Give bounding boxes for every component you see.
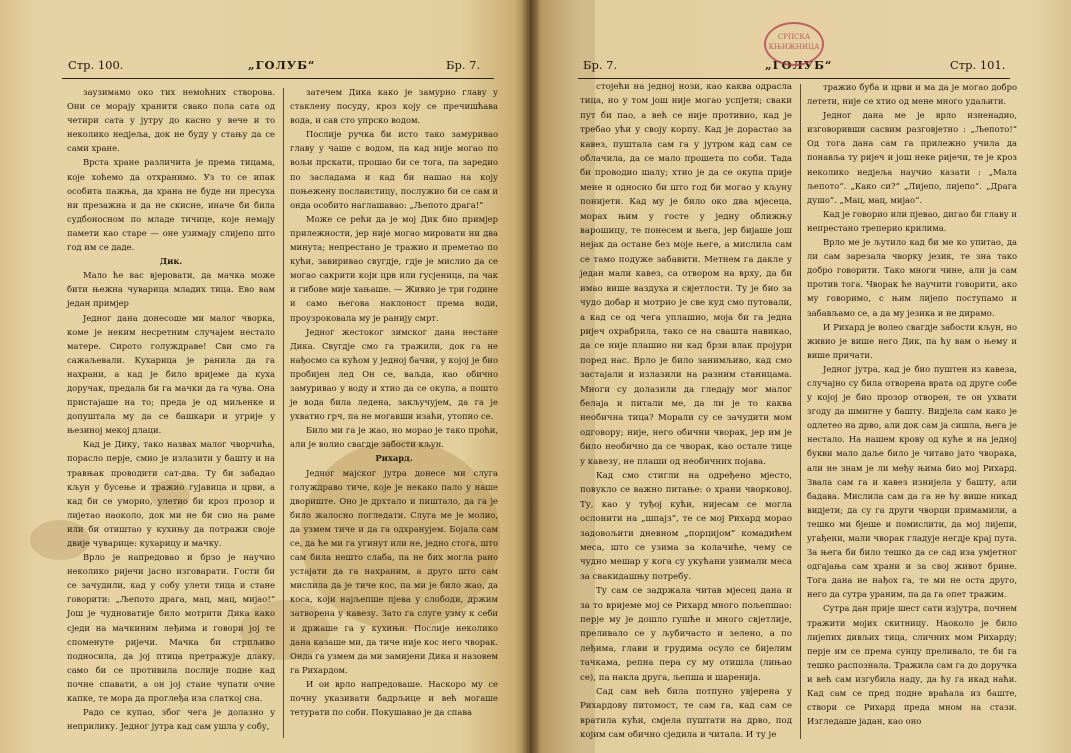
paragraph: Врло ме је љутило кад би ме ко упитао, да ли сам зарезала чворку језик, те зна тако добро говорити. Тако многи чине, али ја сам против тога. Чворак ће научити говорити, ако му говоримо, с њим лијепо поступамо и забављамо се, а да му језика и не дирамо.: [807, 237, 1017, 318]
left-page-number: Стр. 100.: [68, 58, 124, 72]
left-column-1: [67, 85, 275, 733]
paragraph: Једног жестоког зимског дана нестане Дика. Свугдје смо га тражили, док га не нађосмо са кућом у једној бачви, у којој је био пробијен лед Он се, ваљда, као обично замуривао у воду и хтио да се окупа, а пошто је вода била ледена, закључујем, да га је ухватио грч, па не могавши изаћи, утопио се.: [290, 326, 498, 422]
paragraph: И Рихард је волео свагдје забости кљун, но живио је више него Дик, па ћу вам о њему и више причати.: [807, 321, 1017, 360]
stamp-text: СРПСКА КЊИЖНИЦА: [768, 33, 820, 51]
right-issue-number: Бр. 7.: [583, 58, 618, 72]
paragraph: заузимамо око тих немоћних створова. Они се морају хранити свако пола сата од четири сата у јутру до касно у вече и то неколико недјеља, док не буду у стању да се сами хране.: [67, 87, 275, 154]
section-heading: Дик.: [159, 256, 183, 267]
paragraph: Ту сам се задржала читав мјесец дана и за то вријеме мој се Рихард много пољепшао: перје му је дошло гушће и много свјетлије, преливало се у љубичасто и зелено, а по леђима, глави и грудима осуло се бијелим тачкама, репна пера су му отишла (лињао се), па накла друга, љепша и шаренија.: [580, 586, 792, 683]
paragraph: Кад смо стигли на одређено мјесто, повукло се важно питање: о храни чворковој. Ту, као у туђој кући, нијесам се могла ослонити на „шпајз“, те се мој Рихард морао задовољити дневном „порцијом“ комадићем меса, што се узима за колачиће, чему се чудно мешар у кога су укућани узимали меса за свакидашњу потребу.: [580, 470, 792, 582]
header-rule: [578, 78, 1010, 79]
paragraph: Сутра дан прије шест сати изјутра, почнем тражити мојих скитницу. Наоколо је било лијепих дивљих тица, сличних мом Рихарду; перје им се према сунцу преливало, те би га тешко распознала. Тражила сам га до доручка и већ сам изгубила наду, да ћу га икад наћи. Кад сам се пред подне враћала из баште, створи се Рихард преда мном на стази. Изгледаше јадан, као оно: [807, 603, 1017, 727]
paragraph: Врста хране различита је према тицама, које хоћемо да отхранимо. Уз то се ипак особита пажња, да храна не буде ни пресуха ни презажна и да не скисне, иначе би била судбоносном по младе тичице, које немају памети као старе — оне узимају слијепо што год им се даде.: [67, 157, 275, 253]
paragraph: Једног јутра, кад је био пуштен из кавеза, случајно су била отворена врата од друге собе у којој је био прозор отворен, те он ухвати згоду да шмигне у башту. Видјела сам како је одлетео на дрво, али док сам ја сишла, њега је нестало. На нашем крову од куће и на једној букви мало даље било је читаво јато чворака, али не знам је ли међу њима био мој Рихард. Звала сам га и кавез изнијела у башту, али бадава. Мислила сам да га не ћу више никад видјети; да су га други чворци примамили, а тешко ми бјеше и помислити, да мој лијепи, угађени, мали чворак гладује негдје крај пута. За њега би било тешко да се сад иза умјетног одгајања сам храни и за свој живот брине. Тога дана не нађох га, те ми не оста друго, него да сутра ураним, па да га опет тражим.: [807, 363, 1017, 600]
paragraph: Може се рећи да је мој Дик био примјер прилежности, јер није могао мировати ни два минута; непрестано је тражио и преметао по кући, завиривао свугдје, гдје је мислио да се могао сакрити који црв или гусјеница, па чак и гибове мије хањаше. — Живио је три године и само његова наклоност према води, проузроковала му је ранију смрт.: [290, 213, 498, 323]
paragraph: Једног мајског јутра донесе ми слуга голуждраво тиче, које је некако пало у наше двориште. Оно је дрхтало и пиштало, да га је било жалосно погледати. Слуга ме је молио, да узмем тиче и да га одхранујем. Бојала сам се, да ће ми га угинут или не, једно стога, што сам била нешто слаба, па не бих могла рано устајати да га нахраним, а друго што сам мислила да је тиче кос, па ми је било жао, да коса, који најљепше пјева у слободи, држим затворена у кавезу. Зато га слуге узму к себи и држаше га у кухињи. Послије неколико дана казаше ми, да тиче није кос него чворак. Онда га узмем да ми замијени Дика и назовем га Рихардом.: [290, 467, 498, 675]
header-rule: [62, 78, 494, 79]
column-divider: [283, 88, 284, 738]
section-heading: Рихард.: [375, 453, 413, 464]
paragraph: И он врло напредоваше. Наскоро му се почну указивати бадрљице и већ могаше тетурати по соби. Покушавао је да спава: [290, 678, 498, 718]
paragraph: Сад сам већ била потпуно увјерена у Рихардову питомост, те сам га, кад сам се вратила кући, смјела пуштати на дрво, под којим сам обично сједила и читала. И ту је: [580, 687, 792, 741]
right-column-2: [807, 80, 1017, 728]
paragraph: Врло је напредовао и брзо је научио неколико ријечи јасно изговарати. Гости би се зачудили, кад у собу улети тица и стане говорити: „Љепото драга, мац, мац, мијао!“ Још је чудноватије било мотрити Дика како сједи на мачкиним леђима и говори јој те споменуте ријечи. Мачка би стрпљиво подносила, да јој птица претражује длаку, само би се противила послије подне кад почне спавати, а он јој стане чупати очне капке, те мора да проглеђа иза слаткој сна.: [67, 552, 275, 704]
paragraph: Радо се купао, због чега је долазно у неприлику. Једног јутра кад сам ушла у собу,: [67, 707, 275, 732]
book-gutter: [522, 0, 540, 753]
paragraph: стојећи на једној нози, као каква одрасла тица, но у том још није могао успјети; сваки пут би пао, а већ се није противио, кад је требао ући у своју корпу. Кад је дорастао за кавез, пуштала сам га у јутром кад сам се облачила, да се мало прошета по соби. Тада би проводио шалу; хтио је да се окупа прије мене и односио би што год би могао у кљуну понијети. Кад му је било око два мјесеца, морах њим у госте у једну оближњу варошицу, те понесем и њега, јер бијаше још нејак да остане без моје његе, а мислила сам се тамо подуже забавити. Метнем га дакле у један мали кавез, са отвором на врху, да би имао више ваздуха и свјетлости. Ту је био за чудо добар и мотрио је све куд смо путовали, а кад се од чега уплашио, моја би га једна ријеч охрабрила, тако се на свашта навикао, да се није плашио ни кад брзи влак пројури поред нас. Врло је било занимљиво, кад смо застајали и излазили на разним станицама. Многи су долазили да гледају мог малог белаја и питали ме, да ли је то каква необична тица? Морали су се зачудити мом одговору; није, него обични чворак, јер им је било необично да се чворак, као остале тице у кавезу, не плаши од необичних појава.: [580, 82, 792, 467]
paragraph: Кад је говорио или пјевао, дигао би главу и непрестано треперио крилима.: [807, 208, 1017, 233]
left-issue-number: Бр. 7.: [446, 58, 481, 72]
paragraph: Послије ручка би исто тако замуривао главу у чаше с водом, па кад није могао по вољи прскати, прошао би се тога, па заредио по засладама и кад би нашао на коју поњежену послаистицу, послужио би се сам и онда особито наглашаваo: „Љепото драга!“: [290, 129, 498, 210]
left-journal-title: „ГОЛУБ“: [248, 58, 316, 72]
paragraph: тражио буба и црви и ма да је могао добро летети, није се хтио од мене много удаљити.: [807, 82, 1017, 107]
right-page-number: Стр. 101.: [950, 58, 1006, 72]
right-journal-title: „ГОЛУБ“: [765, 58, 833, 72]
paragraph: Једног дана ме је врло изненадио, изговоривши сасвим разговјетно : „Љепото!“ Од тога дана сам га прилежно учила да понавља ту ријеч и још неке ријечи, те је кроз неколико недјеља научио казати : „Мала љепото“. „Како си?“ „Лијепо, лијепо“. „Драга душо“. „Мац, мац, мијао“.: [807, 110, 1017, 205]
paragraph: Мало ће вас вјеровати, да мачка може бити њежна чуварица младих тица. Ево вам један примјер: [67, 270, 275, 309]
column-divider: [800, 84, 801, 739]
right-column-1: [580, 80, 792, 743]
paragraph: Кад је Дику, тако назвах малог чворчића, порасло перје, смио је излазити у башту и на травњак проводити сат-два. Ту би забадао кљун у бусење и тражио гујавица и црви, а кад би се уморио, улетио би кроз прозор и лијетао наоколо, док ми не би сио на раме или би отиштао у кухињу да потражи своје двије чуварице: кухарицу и мачку.: [67, 439, 275, 548]
left-column-2: [290, 85, 498, 719]
library-stamp: [764, 22, 824, 66]
paragraph: затечем Дика како је замурно главу у стаклену посуду, кроз коју се пречишћава вода, и сав сто упрско водом.: [290, 87, 498, 126]
left-page: [0, 0, 530, 753]
right-page: [530, 0, 1071, 753]
paragraph: Било ми га је жао, но морао је тако проћи, али је волио свагдје забости кљун.: [290, 425, 498, 450]
paragraph: Једног дана донесоше ми малог чворка, коме је неким несретним случајем нестало матере. Сирото голуждраве! Сви смо га сажаљевали. Кухарица је ранила да га нахрани, а кад је било вријеме да куха доручак, предала би га мачки да га чува. Она пристајаше на то; преда је од миљенке и допуштала му да се башкари и угрије у њезиној мекој длаци.: [67, 312, 275, 436]
